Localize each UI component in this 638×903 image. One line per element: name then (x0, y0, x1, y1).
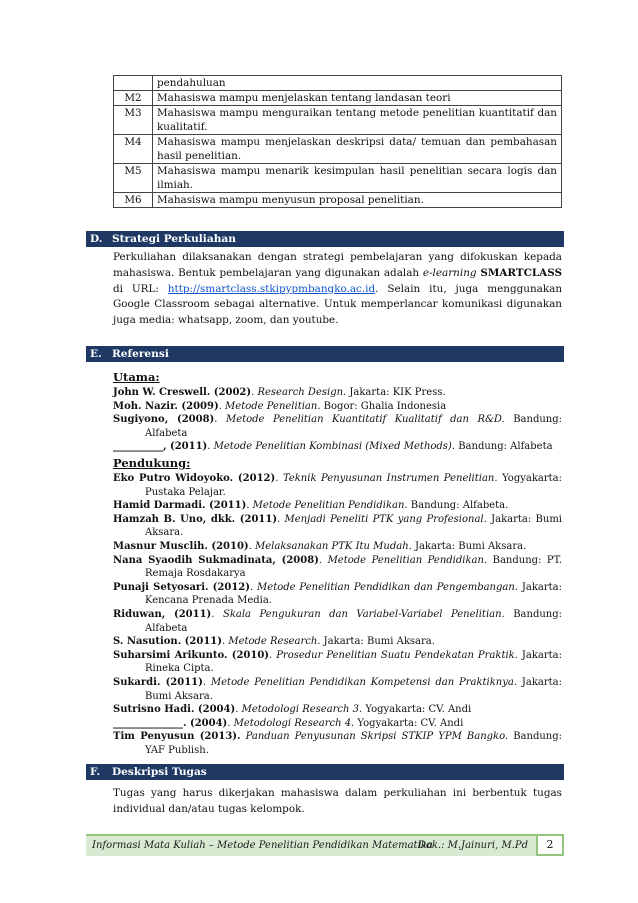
reference-separator: . (218, 400, 226, 412)
reference-title: Metode Penelitian. (225, 400, 321, 412)
reference-entry (113, 554, 562, 581)
section-d-header (86, 231, 564, 247)
section-f-letter: F. (90, 766, 101, 778)
outcome-row (114, 164, 562, 193)
reference-separator: . (251, 387, 258, 398)
reference-author: John W. Creswell. (2002) (113, 387, 252, 398)
outcome-description: Mahasiswa mampu menguraikan tentang metode penelitian kuantitatif dan kualitatif. (153, 106, 562, 135)
reference-entry (113, 386, 562, 400)
reference-publisher: Jakarta: Bumi Aksara. (145, 513, 562, 539)
section-e-header (86, 346, 564, 362)
reference-separator: . (221, 636, 229, 648)
reference-author: Suharsimi Arikunto. (2010) (113, 649, 270, 661)
reference-entry (113, 635, 562, 649)
footer-document-author: Dok.: M.Jainuri, M.Pd (417, 840, 528, 851)
reference-separator: . (269, 649, 277, 661)
outcome-row (114, 91, 562, 106)
reference-title: Metode Penelitian Pendidikan Kompetensi dan Praktiknya. (210, 676, 518, 688)
reference-author: Sukardi. (2011) (113, 676, 203, 688)
outcome-description: Mahasiswa mampu menyusun proposal penelitian. (153, 193, 562, 208)
reference-author: Tim Penyusun (2013). (113, 731, 241, 743)
outcome-row (114, 193, 562, 208)
page-number: 2 (536, 834, 564, 856)
reference-title: Panduan Penyusunan Skripsi STKIP YPM Bangko. (245, 731, 509, 743)
reference-separator: . (246, 500, 253, 512)
primary-references (113, 370, 562, 454)
reference-publisher: Bandung: Alfabeta (145, 608, 563, 634)
reference-publisher: Bandung: Alfabeta. (407, 500, 509, 512)
primary-references-heading: Utama: (113, 370, 160, 384)
reference-entry (113, 513, 562, 540)
reference-separator: . (207, 441, 214, 453)
reference-author: Moh. Nazir. (2009) (113, 400, 219, 412)
reference-separator: . (275, 473, 283, 484)
reference-entry (113, 608, 562, 635)
reference-author: Nana Syaodih Sukmadinata, (2008) (113, 554, 319, 566)
reference-title: Metode Penelitian Pendidikan. (252, 500, 408, 512)
section-d-letter: D. (90, 233, 103, 245)
reference-author: Riduwan, (2011) (113, 608, 212, 620)
reference-separator: . (318, 554, 328, 566)
smartclass-link[interactable]: http://smartclass.stkipypmbangko.ac.id (167, 282, 376, 295)
reference-author: Hamid Darmadi. (2011) (113, 500, 247, 512)
reference-title: Metodologi Research 4. (233, 717, 355, 729)
reference-entry (113, 703, 562, 717)
section-e-title: Referensi (112, 348, 169, 360)
reference-separator: . (227, 717, 234, 729)
strategy-text-1: Perkuliahan dilaksanakan dengan strategi pembelajaran yang difokuskan kepada mahasiswa. Bentuk pembelajaran yang digunakan adalah (113, 251, 562, 279)
reference-title: Metode Penelitian Kombinasi (Mixed Methods). (213, 441, 456, 453)
strategy-text-2: . Selain itu, juga menggunakan Google Classroom sebagai alternative. Untuk memperlancar komunikasi digunakan juga media: whatsapp, zoom, dan youtube. (113, 282, 563, 327)
reference-entry (113, 540, 562, 554)
reference-title: Prosedur Penelitian Suatu Pendekatan Praktik. (276, 649, 518, 661)
reference-separator: . (249, 581, 258, 593)
reference-separator: . (248, 540, 256, 552)
reference-title: Teknik Penyusunan Instrumen Penelitian. (282, 473, 498, 484)
reference-publisher: Bandung: Alfabeta (145, 414, 563, 439)
reference-publisher: Jakarta: Bumi Aksara. (320, 636, 435, 648)
reference-author: Sugiyono, (2008) (113, 414, 215, 426)
outcome-code: M6 (114, 193, 153, 208)
reference-separator: . (211, 608, 223, 620)
reference-title: Metodologi Research 3. (241, 704, 363, 716)
learning-outcomes-table (113, 75, 562, 208)
reference-title: Research Design. (257, 387, 347, 398)
elearning-term: e-learning (422, 266, 477, 279)
reference-title: Melaksanakan PTK Itu Mudah. (255, 540, 412, 552)
strategy-paragraph (113, 250, 562, 329)
reference-entry (113, 730, 562, 757)
task-description: Tugas yang harus dikerjakan mahasiswa dalam perkuliahan ini berbentuk tugas individual dan/atau tugas kelompok. (113, 787, 562, 815)
reference-entry (113, 676, 562, 703)
reference-publisher: Bandung: YAF Publish. (145, 731, 563, 756)
reference-publisher: Jakarta: Bumi Aksara. (145, 676, 562, 702)
outcome-code: M3 (114, 106, 153, 135)
outcome-code: M5 (114, 164, 153, 193)
reference-separator: . (214, 414, 226, 426)
reference-author: Sutrisno Hadi. (2004) (113, 704, 236, 716)
reference-publisher: Jakarta: Bumi Aksara. (411, 540, 527, 552)
outcome-row (114, 106, 562, 135)
outcome-code (114, 76, 153, 91)
reference-title: Metode Penelitian Pendidikan dan Pengembangan. (257, 581, 518, 593)
reference-author: ______________. (2004) (113, 717, 228, 729)
reference-publisher: Bandung: Alfabeta (455, 441, 553, 453)
outcome-description: Mahasiswa mampu menjelaskan tentang landasan teori (153, 91, 562, 106)
outcome-code: M2 (114, 91, 153, 106)
reference-author: __________, (2011) (113, 441, 208, 453)
reference-entry (113, 472, 562, 499)
smartclass-term: SMARTCLASS (480, 266, 562, 279)
reference-author: Punaji Setyosari. (2012) (113, 581, 250, 593)
supporting-references (113, 456, 562, 757)
reference-publisher: Jakarta: Rineka Cipta. (145, 649, 562, 675)
reference-title: Metode Penelitian Pendidikan. (327, 554, 488, 566)
reference-publisher: Yogyakarta: CV. Andi (362, 704, 472, 716)
reference-author: Eko Putro Widoyoko. (2012) (113, 473, 276, 484)
reference-title: Menjadi Peneliti PTK yang Profesional. (284, 513, 487, 525)
outcome-row (114, 135, 562, 164)
reference-entry (113, 440, 562, 454)
reference-publisher: Jakarta: Kencana Prenada Media. (145, 581, 562, 607)
reference-title: Metode Research. (228, 636, 321, 648)
reference-entry (113, 649, 562, 676)
outcome-description: pendahuluan (153, 76, 562, 91)
footer-course-info: Informasi Mata Kuliah – Metode Penelitian Pendidikan Matematika (92, 840, 433, 851)
reference-separator: . (277, 513, 285, 525)
reference-publisher: Jakarta: KIK Press. (346, 387, 446, 398)
reference-publisher: Bandung: PT. Remaja Rosdakarya (145, 554, 562, 580)
outcome-row (114, 76, 562, 91)
supporting-references-heading: Pendukung: (113, 456, 191, 470)
page-footer (86, 834, 564, 856)
reference-entry (113, 413, 562, 440)
outcome-description: Mahasiswa mampu menarik kesimpulan hasil penelitian secara logis dan ilmiah. (153, 164, 562, 193)
reference-title: Skala Pengukuran dan Variabel-Variabel Penelitian. (222, 608, 505, 620)
reference-author: S. Nasution. (2011) (113, 636, 222, 648)
section-f-header (86, 764, 564, 780)
reference-entry (113, 499, 562, 513)
section-f-title: Deskripsi Tugas (112, 766, 207, 778)
reference-separator: . (202, 676, 211, 688)
reference-publisher: Yogyakarta: CV. Andi (354, 717, 464, 729)
section-e-letter: E. (90, 348, 102, 360)
reference-separator: . (235, 704, 242, 716)
reference-entry (113, 717, 562, 731)
outcome-code: M4 (114, 135, 153, 164)
reference-publisher: Yogyakarta: Pustaka Pelajar. (145, 473, 562, 498)
section-d-title: Strategi Perkuliahan (112, 233, 236, 245)
reference-entry (113, 581, 562, 608)
reference-entry (113, 400, 562, 414)
outcome-description: Mahasiswa mampu menjelaskan deskripsi data/ temuan dan pembahasan hasil penelitian. (153, 135, 562, 164)
reference-author: Masnur Musclih. (2010) (113, 540, 249, 552)
reference-author: Hamzah B. Uno, dkk. (2011) (113, 513, 278, 525)
reference-publisher: Bogor: Ghalia Indonesia (320, 400, 447, 412)
reference-title: Metode Penelitian Kuantitatif Kualitatif dan R&D. (225, 414, 505, 426)
url-prefix: di URL: (113, 282, 168, 295)
